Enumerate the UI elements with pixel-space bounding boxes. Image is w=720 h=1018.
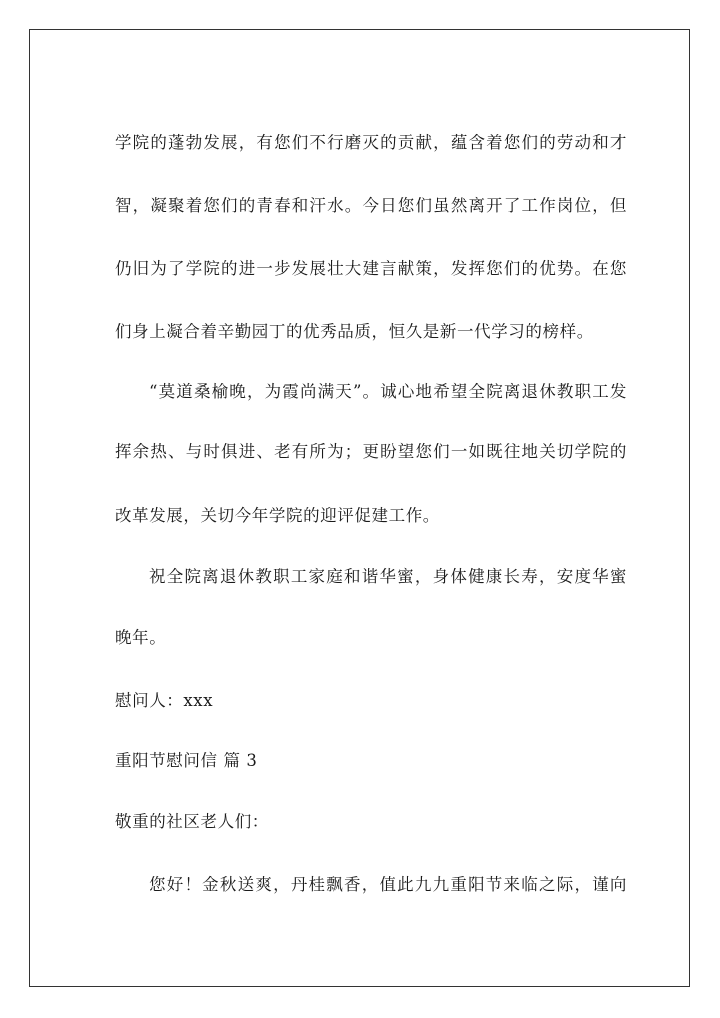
paragraph-2-line-2: 挥余热、与时俱进、老有所为；更盼望您们一如既往地关切学院的: [115, 442, 627, 461]
paragraph-2-line-3: 改革发展，关切今年学院的迎评促建工作。: [115, 506, 440, 525]
paragraph-4-line-1: 您好！金秋送爽，丹桂飘香，值此九九重阳节来临之际，谨向: [149, 875, 627, 894]
section-heading: 重阳节慰问信 篇 3: [115, 751, 258, 770]
paragraph-1-line-1: 学院的蓬勃发展，有您们不行磨灭的贡献，蕴含着您们的劳动和才: [115, 133, 627, 152]
paragraph-1-line-3: 仍旧为了学院的进一步发展壮大建言献策，发挥您们的优势。在您: [115, 259, 627, 278]
paragraph-1-line-4: 们身上凝合着辛勤园丁的优秀品质，恒久是新一代学习的榜样。: [115, 322, 594, 341]
paragraph-3-line-1: 祝全院离退休教职工家庭和谐华蜜，身体健康长寿，安度华蜜: [149, 567, 627, 586]
paragraph-2-line-1: “莫道桑榆晚，为霞尚满天”。诚心地希望全院离退休教职工发: [149, 382, 627, 401]
paragraph-1-line-2: 智，凝聚着您们的青春和汗水。今日您们虽然离开了工作岗位，但: [115, 196, 627, 215]
signature-line: 慰问人：xxx: [115, 691, 214, 710]
salutation: 敬重的社区老人们：: [115, 812, 269, 831]
paragraph-3-line-2: 晚年。: [115, 628, 167, 647]
